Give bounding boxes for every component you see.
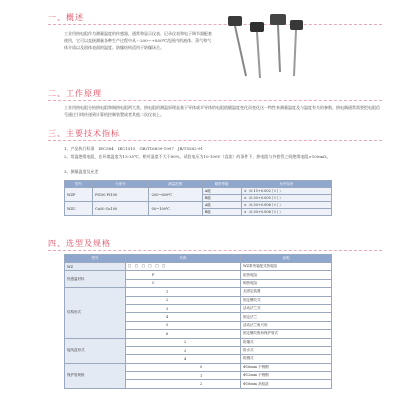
table-row: 3 防水式 — [65, 346, 332, 354]
table-row: 4 防溅式 — [65, 355, 332, 363]
principle-text: 工业用热电阻分铂热电阻和铜热电阻两大类。热电阻的测温原理是基于导体或半导体的电阻值随温度变化而变化这一特性来测量温度及与温度有关的参数。热电偶通常需要把电阻信号通过引线传递到计算机控制装置或者其他二次仪表上。 — [64, 105, 380, 117]
table-row: 2 固定螺纹式 — [65, 296, 332, 304]
col-grade: 精度等级 — [202, 181, 241, 188]
section-principle-title: 二、工作原理 — [48, 89, 102, 98]
table-row: 4 固定法兰 — [65, 313, 332, 321]
overview-text: 工业用热电阻作为测量温度的传感器，通常和显示仪表、记录仪表和电子调节器配套使用，它可以直接测量各种生产过程中从－200～+850℃范围内的液体、蒸气和气体介质以及固体表面的温度。防爆结构适用于防爆场合。 — [64, 31, 212, 50]
table-header-row: 型号 代码 说明 — [65, 255, 332, 263]
col-error: 允许误差 — [241, 181, 331, 188]
divider — [48, 140, 382, 141]
sensor-probe-1 — [228, 16, 246, 76]
table-row: B级 ±（0.30+0.005丨t丨） — [65, 195, 332, 202]
table-row: 结构形式 1 无固定装置 — [65, 288, 332, 296]
section-selection-title: 四、选型及规格 — [48, 239, 111, 248]
table-header-row — [65, 181, 332, 188]
col-range: 测量范围 — [148, 181, 202, 188]
selection-table — [64, 254, 332, 389]
thermocouple-photo — [220, 12, 310, 82]
table-row: 保护管规格 0 Φ16mm 不锈钢 — [65, 363, 332, 371]
table-row: B级 ±（0.30+0.006丨t丨） — [65, 209, 332, 216]
table-row: 1 Φ12mm 不锈钢 — [65, 372, 332, 380]
section-overview-title: 一、概述 — [48, 13, 84, 22]
sensor-probe-4 — [290, 20, 303, 76]
divider — [48, 100, 382, 101]
spec-item-3: 3、测量温度及允差 — [64, 169, 99, 174]
divider — [48, 250, 382, 251]
sensor-probe-3 — [270, 14, 286, 72]
table-row: WZ □ □ □ □ □ □ WZ系列装配式热电阻 — [65, 263, 332, 271]
col-code: 分度号 — [93, 181, 149, 188]
divider — [48, 24, 382, 25]
accuracy-table — [64, 180, 332, 216]
table-row: 2 Φ16mm 高铝质 — [65, 380, 332, 388]
table-row: 3 活动法兰式 — [65, 304, 332, 312]
table-row: 接线盒形式 2 防爆式 — [65, 338, 332, 346]
table-row: 5 活动法兰角尺形 — [65, 321, 332, 329]
spec-item-2: 2、常温绝缘电阻，在环境温度为15-35℃，相对湿度不大于80%，试验电压为10-100V（直流）的条件下，热电阻与外套管之间绝缘电阻>100mΩ。 — [64, 154, 331, 159]
table-row: WZP Pt100 Pt100 -200~600℃ A级 ±（0.15+0.002丨t丨） — [65, 188, 332, 195]
sensor-probe-2 — [250, 22, 264, 78]
table-row: C 铜热电阻 — [65, 279, 332, 287]
section-specs-title: 三、主要技术指标 — [48, 129, 120, 138]
spec-item-1: 1、产品执行标准 IEC584 IEC1515 GB/T16839-1997 JB/T5582-91 — [64, 146, 204, 151]
table-row: WZC Cu50 Cu100 -50~100℃ A级 ±（0.30+0.006丨t丨） — [65, 202, 332, 209]
table-row: 热感温材料 P 铂热电阻 — [65, 271, 332, 279]
table-row: 6 固定螺纹锥形保护管式 — [65, 330, 332, 338]
col-model: 型号 — [65, 181, 93, 188]
